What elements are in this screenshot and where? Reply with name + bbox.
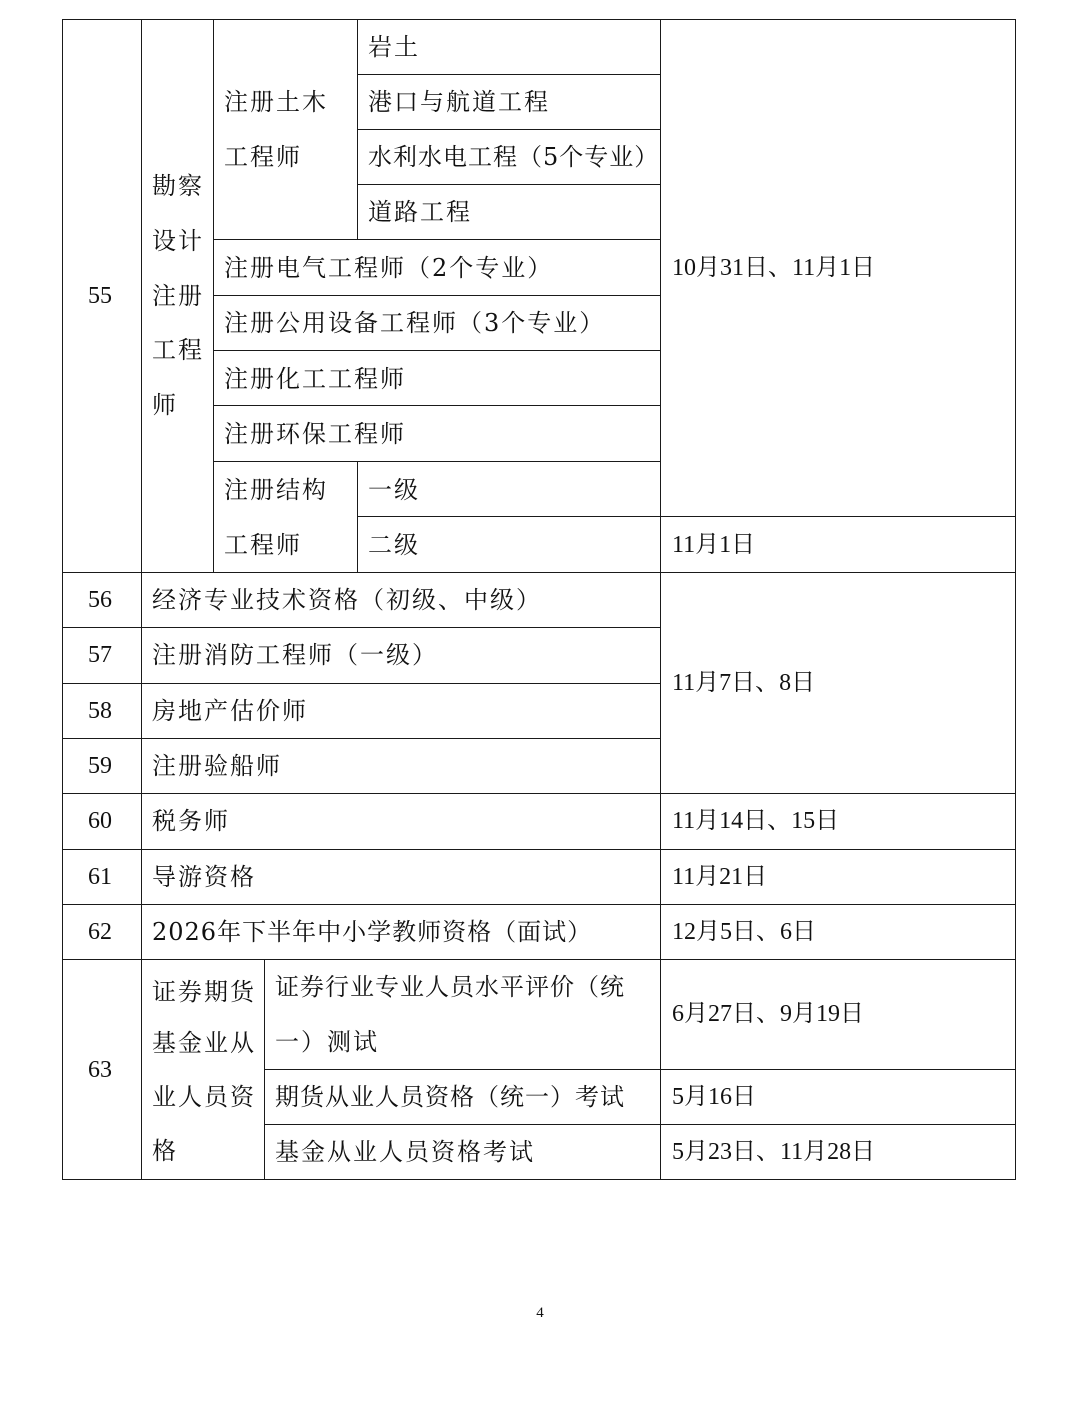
exam-name: 房地产估价师 <box>152 697 308 725</box>
group-line: 注册土木 <box>224 88 328 116</box>
civil-item: 岩土 <box>368 33 420 61</box>
category-line: 设计 <box>152 227 204 255</box>
grid-line <box>357 74 661 75</box>
exam-date: 12月5日、6日 <box>672 919 816 945</box>
row-number: 55 <box>88 283 112 309</box>
exam-name: 注册消防工程师（一级） <box>152 641 438 669</box>
structural-level: 二级 <box>368 531 420 559</box>
grid-line <box>62 738 661 739</box>
group-line: 工程师 <box>224 531 302 559</box>
grid-line <box>213 350 661 351</box>
grid-line <box>62 959 1016 960</box>
grid-line <box>62 572 1016 573</box>
grid-line <box>62 849 1016 850</box>
grid-line <box>357 516 1016 517</box>
grid-line <box>213 239 661 240</box>
utility-engineer: 注册公用设备工程师（3个专业） <box>224 309 606 337</box>
grid-line <box>357 184 661 185</box>
grid-line <box>660 19 661 1180</box>
table-left-border <box>62 19 63 1180</box>
exam-name: 导游资格 <box>152 863 256 891</box>
group-line: 注册结构 <box>224 476 328 504</box>
civil-item: 港口与航道工程 <box>368 88 550 116</box>
exam-name: 税务师 <box>152 807 230 835</box>
electrical-engineer: 注册电气工程师（2个专业） <box>224 254 554 282</box>
environmental-engineer: 注册环保工程师 <box>224 420 406 448</box>
grid-line <box>213 295 661 296</box>
grid-line <box>264 1069 1016 1070</box>
row-number: 61 <box>88 864 112 890</box>
exam-date: 11月21日 <box>672 864 768 890</box>
grid-line <box>264 959 265 1180</box>
category-line: 格 <box>152 1137 178 1165</box>
civil-item: 水利水电工程（5个专业） <box>368 143 660 171</box>
table-right-border <box>1015 19 1016 1180</box>
row-number: 60 <box>88 808 112 834</box>
exam-name: 经济专业技术资格（初级、中级） <box>152 586 542 614</box>
exam-date: 10月31日、11月1日 <box>672 255 876 281</box>
row-number: 62 <box>88 919 112 945</box>
exam-date: 11月1日 <box>672 532 756 558</box>
category-line: 注册 <box>152 282 204 310</box>
exam-name: 2026年下半年中小学教师资格（面试） <box>152 918 593 946</box>
securities-exam-line: 一）测试 <box>275 1028 379 1056</box>
table-bottom-border <box>62 1179 1016 1180</box>
grid-line <box>357 19 358 240</box>
grid-line <box>62 904 1016 905</box>
exam-date: 5月23日、11月28日 <box>672 1139 876 1165</box>
category-line: 业人员资 <box>152 1083 256 1111</box>
group-line: 工程师 <box>224 143 302 171</box>
table-top-border <box>62 19 1016 20</box>
category-line: 基金业从 <box>152 1029 256 1057</box>
exam-date: 6月27日、9月19日 <box>672 1001 864 1027</box>
row-number: 63 <box>88 1057 112 1083</box>
civil-item: 道路工程 <box>368 198 472 226</box>
exam-date: 11月14日、15日 <box>672 808 840 834</box>
row-number: 56 <box>88 587 112 613</box>
category-line: 证券期货 <box>152 978 256 1006</box>
grid-line <box>357 461 358 572</box>
row-number: 57 <box>88 642 112 668</box>
chemical-engineer: 注册化工工程师 <box>224 365 406 393</box>
category-line: 师 <box>152 391 178 419</box>
structural-level: 一级 <box>368 476 420 504</box>
grid-line <box>264 1124 1016 1125</box>
fund-exam: 基金从业人员资格考试 <box>275 1138 535 1166</box>
grid-line <box>141 19 142 1180</box>
grid-line <box>213 19 214 572</box>
grid-line <box>213 405 661 406</box>
grid-line <box>62 683 661 684</box>
row-number: 58 <box>88 698 112 724</box>
row-number: 59 <box>88 753 112 779</box>
grid-line <box>62 627 661 628</box>
exam-name: 注册验船师 <box>152 752 282 780</box>
securities-exam-line: 证券行业专业人员水平评价（统 <box>275 973 625 1001</box>
exam-date: 5月16日 <box>672 1084 756 1110</box>
grid-line <box>213 461 661 462</box>
grid-line <box>62 793 1016 794</box>
exam-date: 11月7日、8日 <box>672 670 816 696</box>
page-number: 4 <box>536 1305 544 1321</box>
futures-exam: 期货从业人员资格（统一）考试 <box>275 1083 625 1111</box>
category-line: 工程 <box>152 336 204 364</box>
grid-line <box>357 129 661 130</box>
category-line: 勘察 <box>152 172 204 200</box>
